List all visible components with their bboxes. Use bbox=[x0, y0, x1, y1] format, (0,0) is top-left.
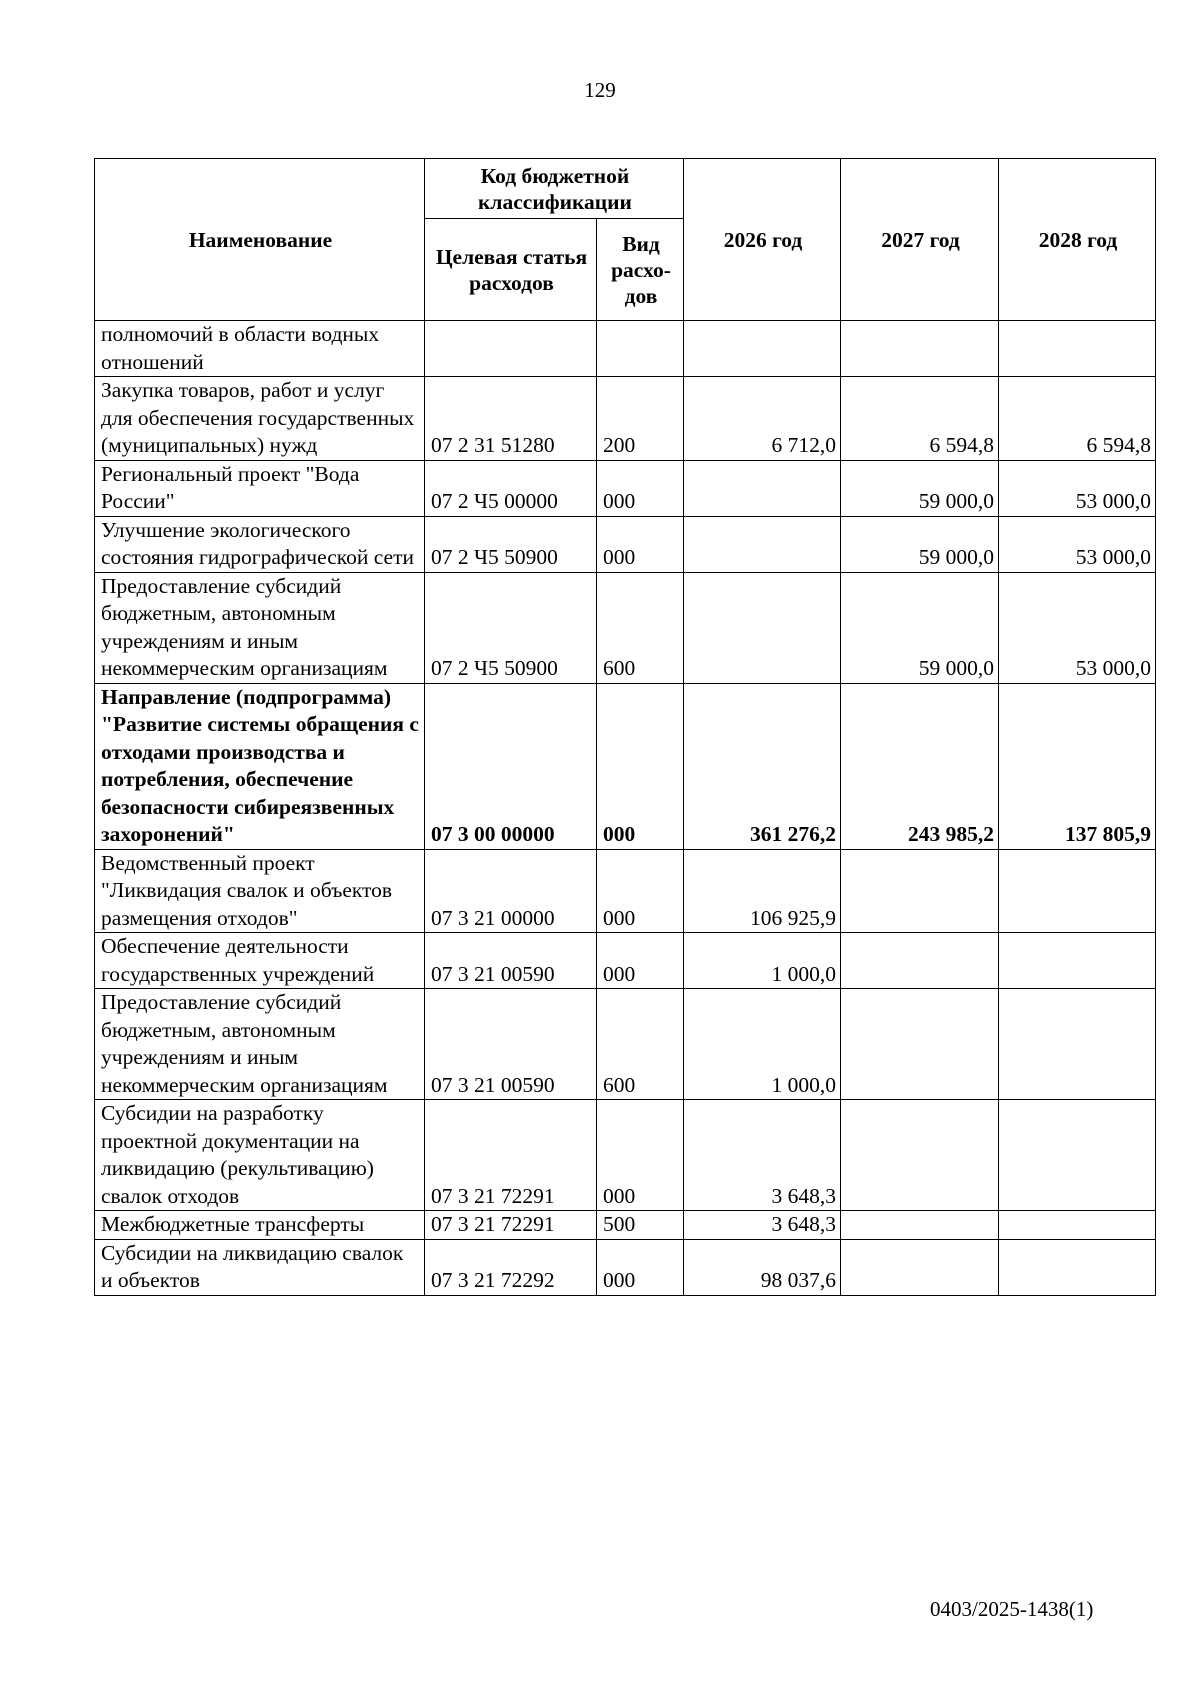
cell-name: Субсидии на ликвидацию свалок и объектов bbox=[95, 1239, 425, 1295]
cell-code: 07 3 21 00000 bbox=[425, 849, 597, 933]
header-2027: 2027 год bbox=[841, 159, 999, 321]
table-body bbox=[95, 321, 1156, 1296]
cell-kind: 200 bbox=[597, 377, 684, 461]
cell-code: 07 2 31 51280 bbox=[425, 377, 597, 461]
cell-name: Региональный проект "Вода России" bbox=[95, 460, 425, 516]
cell-y2026: 3 648,3 bbox=[684, 1211, 841, 1240]
cell-y2027: 6 594,8 bbox=[841, 377, 999, 461]
table-row bbox=[95, 933, 1156, 989]
cell-kind: 000 bbox=[597, 849, 684, 933]
cell-kind: 500 bbox=[597, 1211, 684, 1240]
cell-name: Субсидии на разработку проектной документации на ликвидацию (рекультивацию) свалок отходов bbox=[95, 1100, 425, 1211]
budget-table bbox=[94, 158, 1156, 1296]
cell-y2027 bbox=[841, 321, 999, 377]
cell-name: Предоставление субсидий бюджетным, автономным учреждениям и иным некоммерческим организациям bbox=[95, 989, 425, 1100]
cell-y2026: 6 712,0 bbox=[684, 377, 841, 461]
document-code: 0403/2025-1438(1) bbox=[930, 1597, 1094, 1621]
cell-code: 07 2 Ч5 50900 bbox=[425, 516, 597, 572]
cell-y2028 bbox=[999, 933, 1156, 989]
cell-y2028 bbox=[999, 1239, 1156, 1295]
cell-y2026: 361 276,2 bbox=[684, 683, 841, 849]
header-target-article: Целевая статья расходов bbox=[425, 219, 597, 321]
cell-y2028 bbox=[999, 321, 1156, 377]
cell-code bbox=[425, 321, 597, 377]
header-classification: Код бюджетной классификации bbox=[425, 159, 684, 219]
cell-kind bbox=[597, 321, 684, 377]
cell-y2026 bbox=[684, 321, 841, 377]
header-2028: 2028 год bbox=[999, 159, 1156, 321]
cell-y2027 bbox=[841, 989, 999, 1100]
table-row bbox=[95, 849, 1156, 933]
cell-y2027: 59 000,0 bbox=[841, 460, 999, 516]
cell-kind: 000 bbox=[597, 516, 684, 572]
header-expense-kind: Вид расхо-дов bbox=[597, 219, 684, 321]
cell-y2026: 98 037,6 bbox=[684, 1239, 841, 1295]
cell-code: 07 3 21 00590 bbox=[425, 989, 597, 1100]
cell-y2027 bbox=[841, 849, 999, 933]
table-row bbox=[95, 1211, 1156, 1240]
cell-code: 07 2 Ч5 50900 bbox=[425, 572, 597, 683]
cell-code: 07 3 21 72291 bbox=[425, 1100, 597, 1211]
cell-kind: 600 bbox=[597, 989, 684, 1100]
cell-code: 07 3 21 72292 bbox=[425, 1239, 597, 1295]
table-row bbox=[95, 1239, 1156, 1295]
cell-kind: 000 bbox=[597, 460, 684, 516]
cell-y2028 bbox=[999, 1211, 1156, 1240]
cell-y2027: 59 000,0 bbox=[841, 516, 999, 572]
page-number: 129 bbox=[584, 78, 616, 102]
cell-y2027 bbox=[841, 933, 999, 989]
table-row bbox=[95, 1100, 1156, 1211]
table-header bbox=[95, 159, 1156, 321]
table-row bbox=[95, 516, 1156, 572]
cell-code: 07 3 00 00000 bbox=[425, 683, 597, 849]
cell-y2028: 53 000,0 bbox=[999, 460, 1156, 516]
cell-y2026 bbox=[684, 572, 841, 683]
cell-y2028 bbox=[999, 1100, 1156, 1211]
table-row bbox=[95, 460, 1156, 516]
cell-name: полномочий в области водных отношений bbox=[95, 321, 425, 377]
cell-kind: 600 bbox=[597, 572, 684, 683]
cell-name: Направление (подпрограмма) "Развитие системы обращения с отходами производства и потребления, обеспечение безопасности сибиреязвенных захоронений" bbox=[95, 683, 425, 849]
cell-name: Обеспечение деятельности государственных учреждений bbox=[95, 933, 425, 989]
cell-kind: 000 bbox=[597, 683, 684, 849]
header-name: Наименование bbox=[95, 159, 425, 321]
cell-y2026: 106 925,9 bbox=[684, 849, 841, 933]
table-row bbox=[95, 321, 1156, 377]
cell-y2027 bbox=[841, 1211, 999, 1240]
table-row bbox=[95, 377, 1156, 461]
cell-y2027 bbox=[841, 1100, 999, 1211]
cell-y2026 bbox=[684, 460, 841, 516]
cell-y2027: 243 985,2 bbox=[841, 683, 999, 849]
cell-y2028: 6 594,8 bbox=[999, 377, 1156, 461]
header-2026: 2026 год bbox=[684, 159, 841, 321]
cell-y2028: 137 805,9 bbox=[999, 683, 1156, 849]
cell-y2028 bbox=[999, 989, 1156, 1100]
cell-y2027: 59 000,0 bbox=[841, 572, 999, 683]
cell-y2028: 53 000,0 bbox=[999, 572, 1156, 683]
cell-code: 07 3 21 00590 bbox=[425, 933, 597, 989]
cell-y2026: 1 000,0 bbox=[684, 933, 841, 989]
cell-name: Улучшение экологического состояния гидрографической сети bbox=[95, 516, 425, 572]
cell-y2028: 53 000,0 bbox=[999, 516, 1156, 572]
table-row bbox=[95, 572, 1156, 683]
cell-name: Предоставление субсидий бюджетным, автономным учреждениям и иным некоммерческим организациям bbox=[95, 572, 425, 683]
cell-name: Закупка товаров, работ и услуг для обеспечения государственных (муниципальных) нужд bbox=[95, 377, 425, 461]
cell-kind: 000 bbox=[597, 933, 684, 989]
cell-y2026: 1 000,0 bbox=[684, 989, 841, 1100]
cell-name: Межбюджетные трансферты bbox=[95, 1211, 425, 1240]
cell-y2026: 3 648,3 bbox=[684, 1100, 841, 1211]
cell-code: 07 2 Ч5 00000 bbox=[425, 460, 597, 516]
cell-code: 07 3 21 72291 bbox=[425, 1211, 597, 1240]
table-row bbox=[95, 989, 1156, 1100]
cell-y2028 bbox=[999, 849, 1156, 933]
cell-kind: 000 bbox=[597, 1100, 684, 1211]
table-row bbox=[95, 683, 1156, 849]
cell-name: Ведомственный проект "Ликвидация свалок и объектов размещения отходов" bbox=[95, 849, 425, 933]
cell-y2027 bbox=[841, 1239, 999, 1295]
cell-kind: 000 bbox=[597, 1239, 684, 1295]
cell-y2026 bbox=[684, 516, 841, 572]
